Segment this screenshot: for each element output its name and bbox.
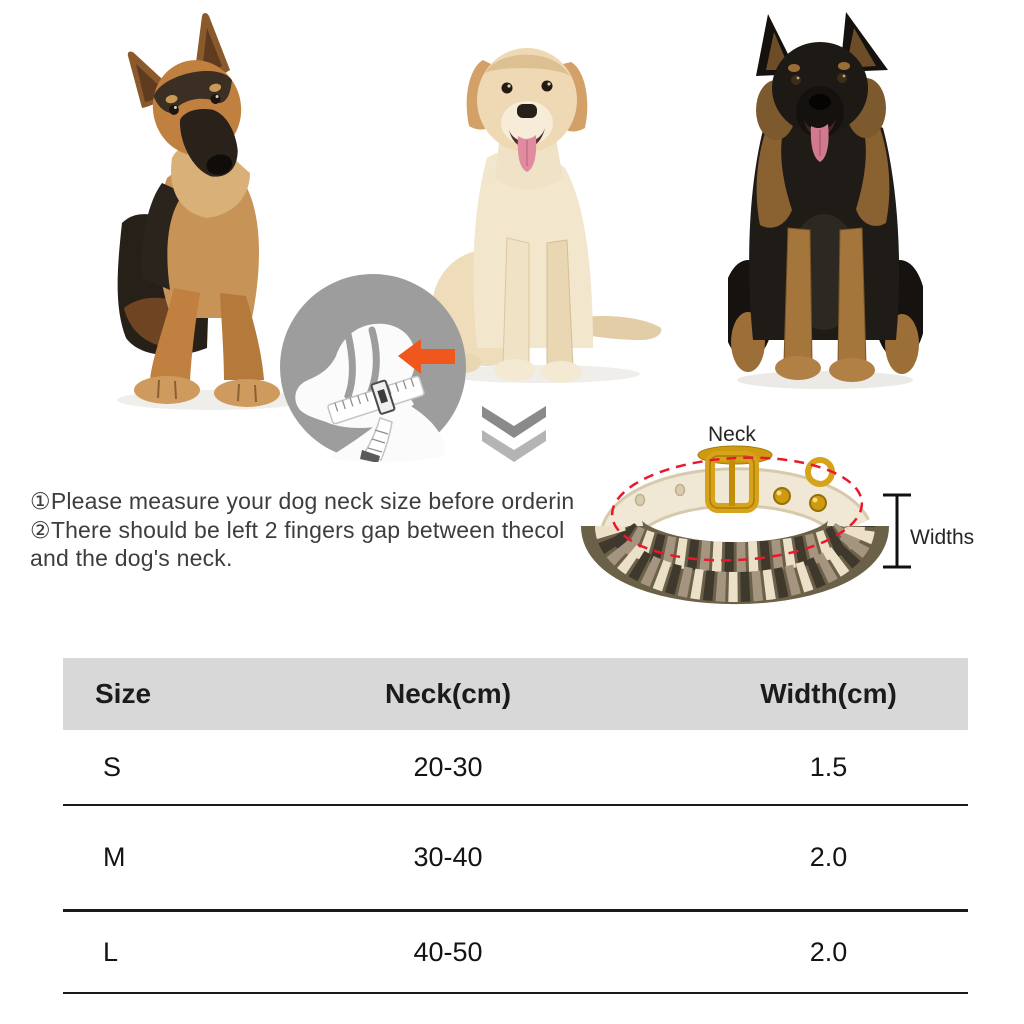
- size-chart-header: [63, 658, 968, 730]
- size-chart: [63, 658, 968, 994]
- size-cell: M: [103, 842, 126, 872]
- column-header-size: Size: [95, 678, 152, 709]
- measuring-instructions: [30, 487, 590, 573]
- collar-figure: [580, 420, 1022, 620]
- size-cell: L: [103, 936, 119, 967]
- instruction-line-3: and the dog's neck.: [30, 545, 233, 571]
- dog-neck-measuring-tape-icon: [278, 272, 468, 462]
- size-cell: S: [103, 751, 122, 782]
- column-header-neck: Neck(cm): [384, 678, 512, 709]
- neck-cell: 40-50: [413, 936, 483, 967]
- width-cell: 2.0: [809, 842, 848, 872]
- table-row-m: [63, 806, 968, 912]
- braided-chevron-dog-collar-photo: [580, 420, 1022, 615]
- width-cell: 2.0: [809, 936, 848, 967]
- double-chevron-down-icon: [476, 404, 552, 464]
- instruction-line-1: ①Please measure your dog neck size before orderin: [30, 488, 575, 514]
- column-header-width: Width(cm): [760, 678, 897, 709]
- neck-cell: 30-40: [413, 842, 483, 872]
- widths-label: Widths: [910, 526, 975, 549]
- neck-cell: 20-30: [413, 751, 483, 782]
- neck-label: Neck: [708, 423, 756, 446]
- dark-german-shepherd-sitting-photo: [728, 10, 923, 390]
- table-row-s: [63, 730, 968, 806]
- instruction-line-2: ②There should be left 2 fingers gap between thecol: [30, 516, 565, 543]
- table-row-l: [63, 912, 968, 994]
- width-cell: 1.5: [809, 751, 848, 782]
